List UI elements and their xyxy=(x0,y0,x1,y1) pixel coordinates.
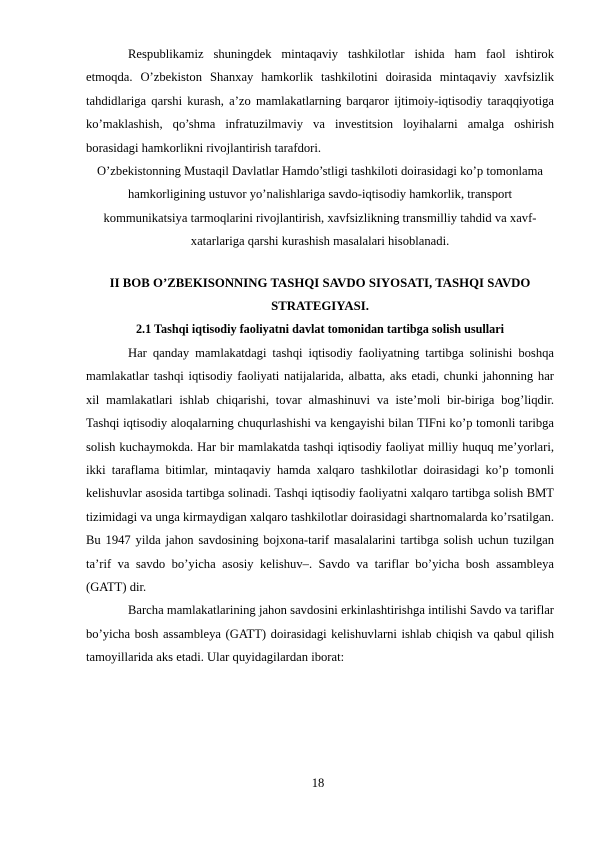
intro-paragraph: Respublikamiz shuningdek mintaqaviy tashkilotlar ishida ham faol ishtirok etmoqda. O’zbekiston Shanxay hamkorlik tashkilotini doirasida mintaqaviy xavfsizlik tahdidlariga qarshi kurash, a’zo mamlakatlarning barqaror ijtimoiy-iqtisodiy taraqqiyotiga ko’maklashish, qo’shma infratuzilmaviy va investitsion loyihalarni amalga oshirish borasidagi hamkorlikni rivojlantirish tarafdori. xyxy=(86,47,554,155)
page-number: 18 xyxy=(311,776,325,790)
body-paragraph-1: Har qanday mamlakatdagi tashqi iqtisodiy faoliyatning tartibga solinishi boshqa mamlakatlar tashqi iqtisodiy faoliyati natijalarida, albatta, aks etadi, chunki jahonning har xil mamlakatlari ishlab chiqarishi, tovar almashinuvi va iste’moli bir-biriga bog’liqdir. Tashqi iqtisodiy aloqalarning chuqurlashishi va kengayishi bilan TIFni ko’p tomonli taribga solish kuchaymokda. Har bir mamlakatda tashqi iqtisodiy faoliyat milliy huquq me’yorlari, ikki taraflama bitimlar, mintaqaviy hamda xalqaro tashkilotlar doirasidagi ko’p tomonli kelishuvlar asosida tartibga solinadi. Tashqi iqtisodiy faoliyatni xalqaro tartibga solish BMT tizimidagi va unga kirmaydigan xalqaro tashkilotlar doirasidagi shartnomalarda ko’rsatilgan. Bu 1947 yilda jahon savdosining bojxona-tarif masalalarini tartibga solish uchun tuzilgan ta’rif va savdo bo’yicha asosiy kelishuv–. Savdo va tariflar bo’yicha bosh assambleya (GATT) dir. xyxy=(86,345,554,594)
document-page xyxy=(86,43,554,670)
section-title: 2.1 Tashqi iqtisodiy faoliyatni davlat tomonidan tartibga solish usullari xyxy=(135,322,505,337)
chapter-title: II BOB O’ZBEKISONNING TASHQI SAVDO SIYOSATI, TASHQI SAVDO STRATEGIYASI. xyxy=(109,275,531,314)
centered-paragraph: O’zbekistonning Mustaqil Davlatlar Hamdo’stligi tashkiloti doirasidagi ko’p tomonlama hamkorligining ustuvor yo’nalishlariga savdo-iqtisodiy hamkorlik, transport kommunikatsiya tarmoqlarini rivojlantirish, xavfsizlikning transmilliy tahdid va xavf-xatarlariga qarshi kurashish masalalari hisoblanadi. xyxy=(97,164,543,249)
spacer xyxy=(86,254,554,272)
body-paragraph-2: Barcha mamlakatlarining jahon savdosini erkinlashtirishga intilishi Savdo va tariflar bo’yicha bosh assambleya (GATT) doirasidagi kelishuvlarni ishlab chiqish va qabul qilish tamoyillarida aks etadi. Ular quyidagilardan iborat: xyxy=(86,603,554,665)
